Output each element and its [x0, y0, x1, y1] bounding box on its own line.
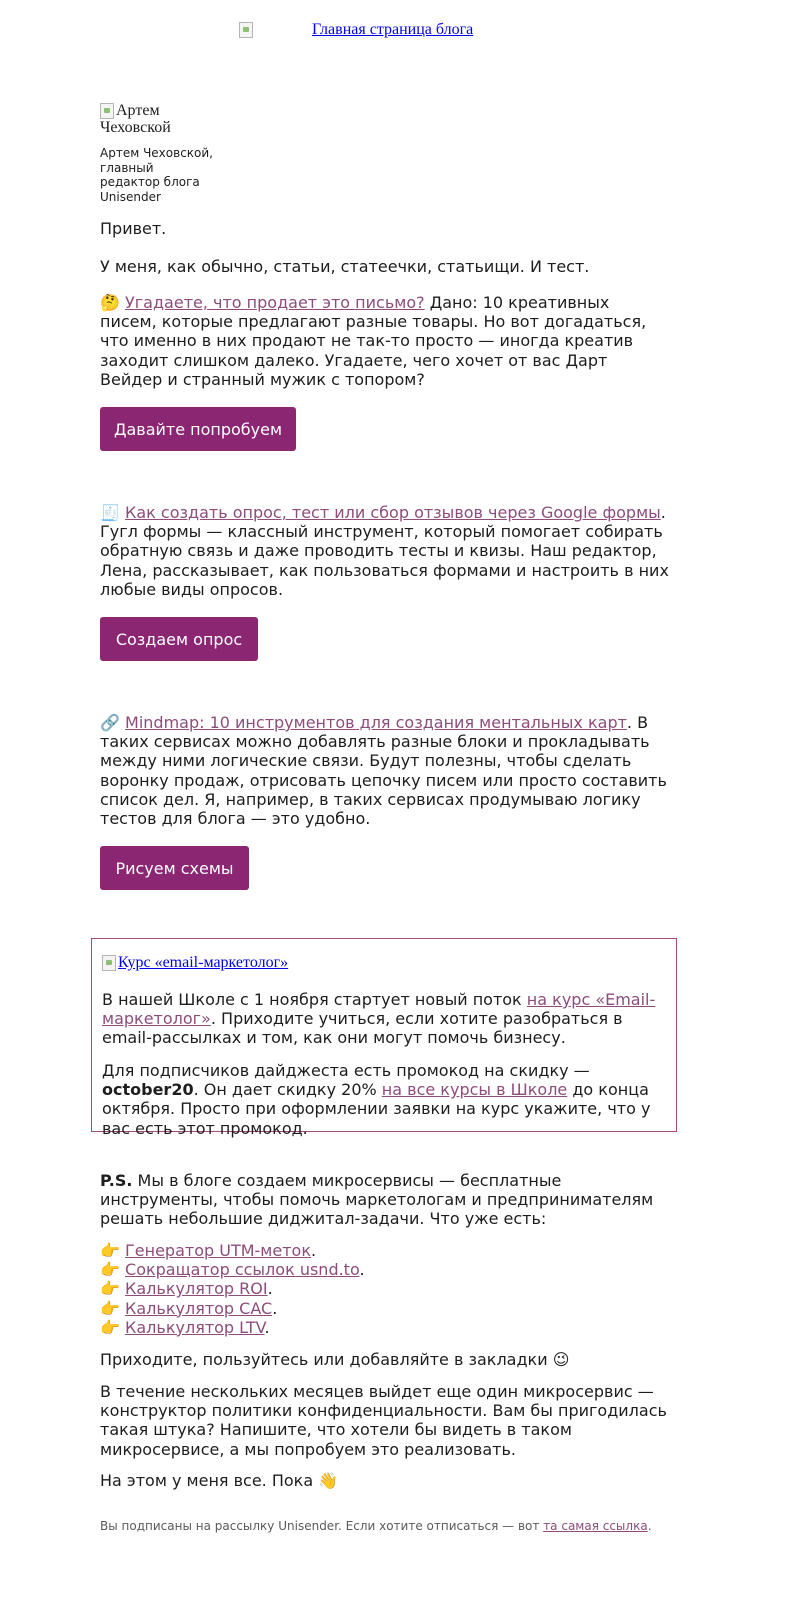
upcoming-text: В течение нескольких месяцев выйдет еще один микросервис — конструктор политики конфиденциальности. Вам бы пригодилась такая штука? Напишите, что хотели бы видеть в таком микросервисе, а мы попробуем это реализовать. — [100, 1382, 667, 1459]
thinking-face-icon: 🤔 — [100, 293, 120, 312]
promo-code: october20 — [102, 1080, 194, 1100]
intro-text: У меня, как обычно, статьи, статеечки, статьищи. И тест. — [100, 257, 590, 276]
article-text-3: . В таких сервисах можно добавлять разные блоки и прокладывать между ними логические связи. Будут полезны, чтобы сделать воронку продаж, отрисовать цепочку писем или просто составить список дел. Я, например, в таких сервисах продумываю логику тестов для блога — это удобно. — [100, 713, 667, 829]
create-survey-button[interactable]: Создаем опрос — [100, 617, 258, 661]
all-courses-link[interactable]: на все курсы в Школе — [381, 1080, 568, 1100]
pointing-right-icon: 👉 — [100, 1279, 120, 1299]
author-photo-alt: Артем Чеховской — [100, 102, 171, 136]
receipt-icon: 🧾 — [100, 503, 120, 522]
promo-text: . Он дает скидку 20% — [193, 1080, 382, 1100]
article-section-1 — [100, 293, 670, 389]
article-section-2 — [100, 503, 670, 599]
list-item: 👉 Генератор UTM-меток. — [100, 1241, 317, 1260]
promo-text: В нашей Школе с 1 ноября стартует новый поток — [102, 990, 527, 1009]
course-promo-box — [91, 938, 677, 1138]
blog-home-link[interactable]: Главная страница блога — [312, 21, 474, 38]
list-item: 👉 Калькулятор CAC. — [100, 1298, 278, 1318]
footer-text: . — [647, 1519, 652, 1533]
draw-schemes-button[interactable]: Рисуем схемы — [100, 846, 249, 890]
cac-calculator-link[interactable]: Калькулятор CAC — [125, 1298, 273, 1318]
ps-text: Мы в блоге создаем микросервисы — бесплатные инструменты, чтобы помочь маркетологам и предпринимателям решать небольшие диджитал-задачи. Что уже есть: — [100, 1171, 654, 1229]
list-item: 👉 Калькулятор ROI. — [100, 1279, 273, 1299]
footer-text: Вы подписаны на рассылку Unisender. Если хотите отписаться — вот — [100, 1519, 544, 1533]
promo-text: . Приходите учиться, если хотите разобраться в email-рассылках и том, как они могут помочь бизнесу. — [102, 1009, 623, 1048]
pointing-right-icon: 👉 — [100, 1241, 120, 1260]
article-section-3 — [100, 713, 670, 828]
broken-image-icon — [102, 955, 116, 971]
article-link-3[interactable]: Mindmap: 10 инструментов для создания ментальных карт — [125, 713, 627, 732]
goodbye-text: На этом у меня все. Пока 👋 — [100, 1471, 339, 1490]
link-icon: 🔗 — [100, 713, 120, 732]
ps-label: P.S. — [100, 1171, 133, 1190]
ltv-calculator-link[interactable]: Калькулятор LTV — [125, 1317, 265, 1337]
ps-paragraph — [100, 1171, 670, 1229]
pointing-right-icon: 👉 — [100, 1298, 120, 1318]
pointing-right-icon: 👉 — [100, 1317, 120, 1337]
utm-generator-link[interactable]: Генератор UTM-меток — [125, 1241, 311, 1260]
pointing-right-icon: 👉 — [100, 1260, 120, 1280]
author-photo — [100, 102, 210, 136]
promo-text: Для подписчиков дайджеста есть промокод на скидку — — [102, 1061, 590, 1080]
link-shortener-link[interactable]: Сокращатор ссылок usnd.to — [125, 1260, 360, 1280]
list-item: 👉 Сокращатор ссылок usnd.to. — [100, 1260, 365, 1280]
tools-list — [100, 1241, 670, 1337]
article-link-2[interactable]: Как создать опрос, тест или сбор отзывов через Google формы — [125, 503, 661, 522]
broken-image-icon — [239, 22, 253, 38]
try-button[interactable]: Давайте попробуем — [100, 407, 296, 451]
roi-calculator-link[interactable]: Калькулятор ROI — [125, 1279, 268, 1299]
promo-text: до конца октября. Просто при оформлении заявки на курс укажите, что у вас есть этот промокод. — [102, 1080, 651, 1138]
course-banner[interactable] — [102, 954, 288, 976]
course-link[interactable]: на курс «Email-маркетолог» — [102, 990, 656, 1029]
article-link-1[interactable]: Угадаете, что продает это письмо? — [125, 293, 425, 312]
course-banner-link[interactable]: Курс «email-маркетолог» — [118, 954, 289, 971]
blog-home-logo[interactable] — [239, 21, 473, 43]
footer — [100, 1519, 700, 1534]
promo-paragraph-2 — [102, 1061, 662, 1138]
broken-image-icon — [100, 103, 114, 119]
article-text-1: Дано: 10 креативных писем, которые предлагают разные товары. Но вот догадаться, что именно в них продают не так-то просто — иногда креатив заходит слишком далеко. Угадаете, чего хочет от вас Дарт Вейдер и странный мужик с топором? — [100, 293, 647, 389]
greeting: Привет. — [100, 219, 167, 238]
list-item: 👉 Калькулятор LTV. — [100, 1317, 270, 1337]
article-text-2: . Гугл формы — классный инструмент, который помогает собирать обратную связь и даже проводить тесты и квизы. Наш редактор, Лена, рассказывает, как пользоваться формами и настроить в них любые виды опросов. — [100, 503, 669, 599]
unsubscribe-link[interactable]: та самая ссылка — [543, 1519, 648, 1533]
author-caption: Артем Чеховской, главный редактор блога Unisender — [100, 146, 213, 204]
bookmark-text: Приходите, пользуйтесь или добавляйте в закладки 😉 — [100, 1350, 570, 1369]
promo-paragraph-1 — [102, 990, 662, 1048]
